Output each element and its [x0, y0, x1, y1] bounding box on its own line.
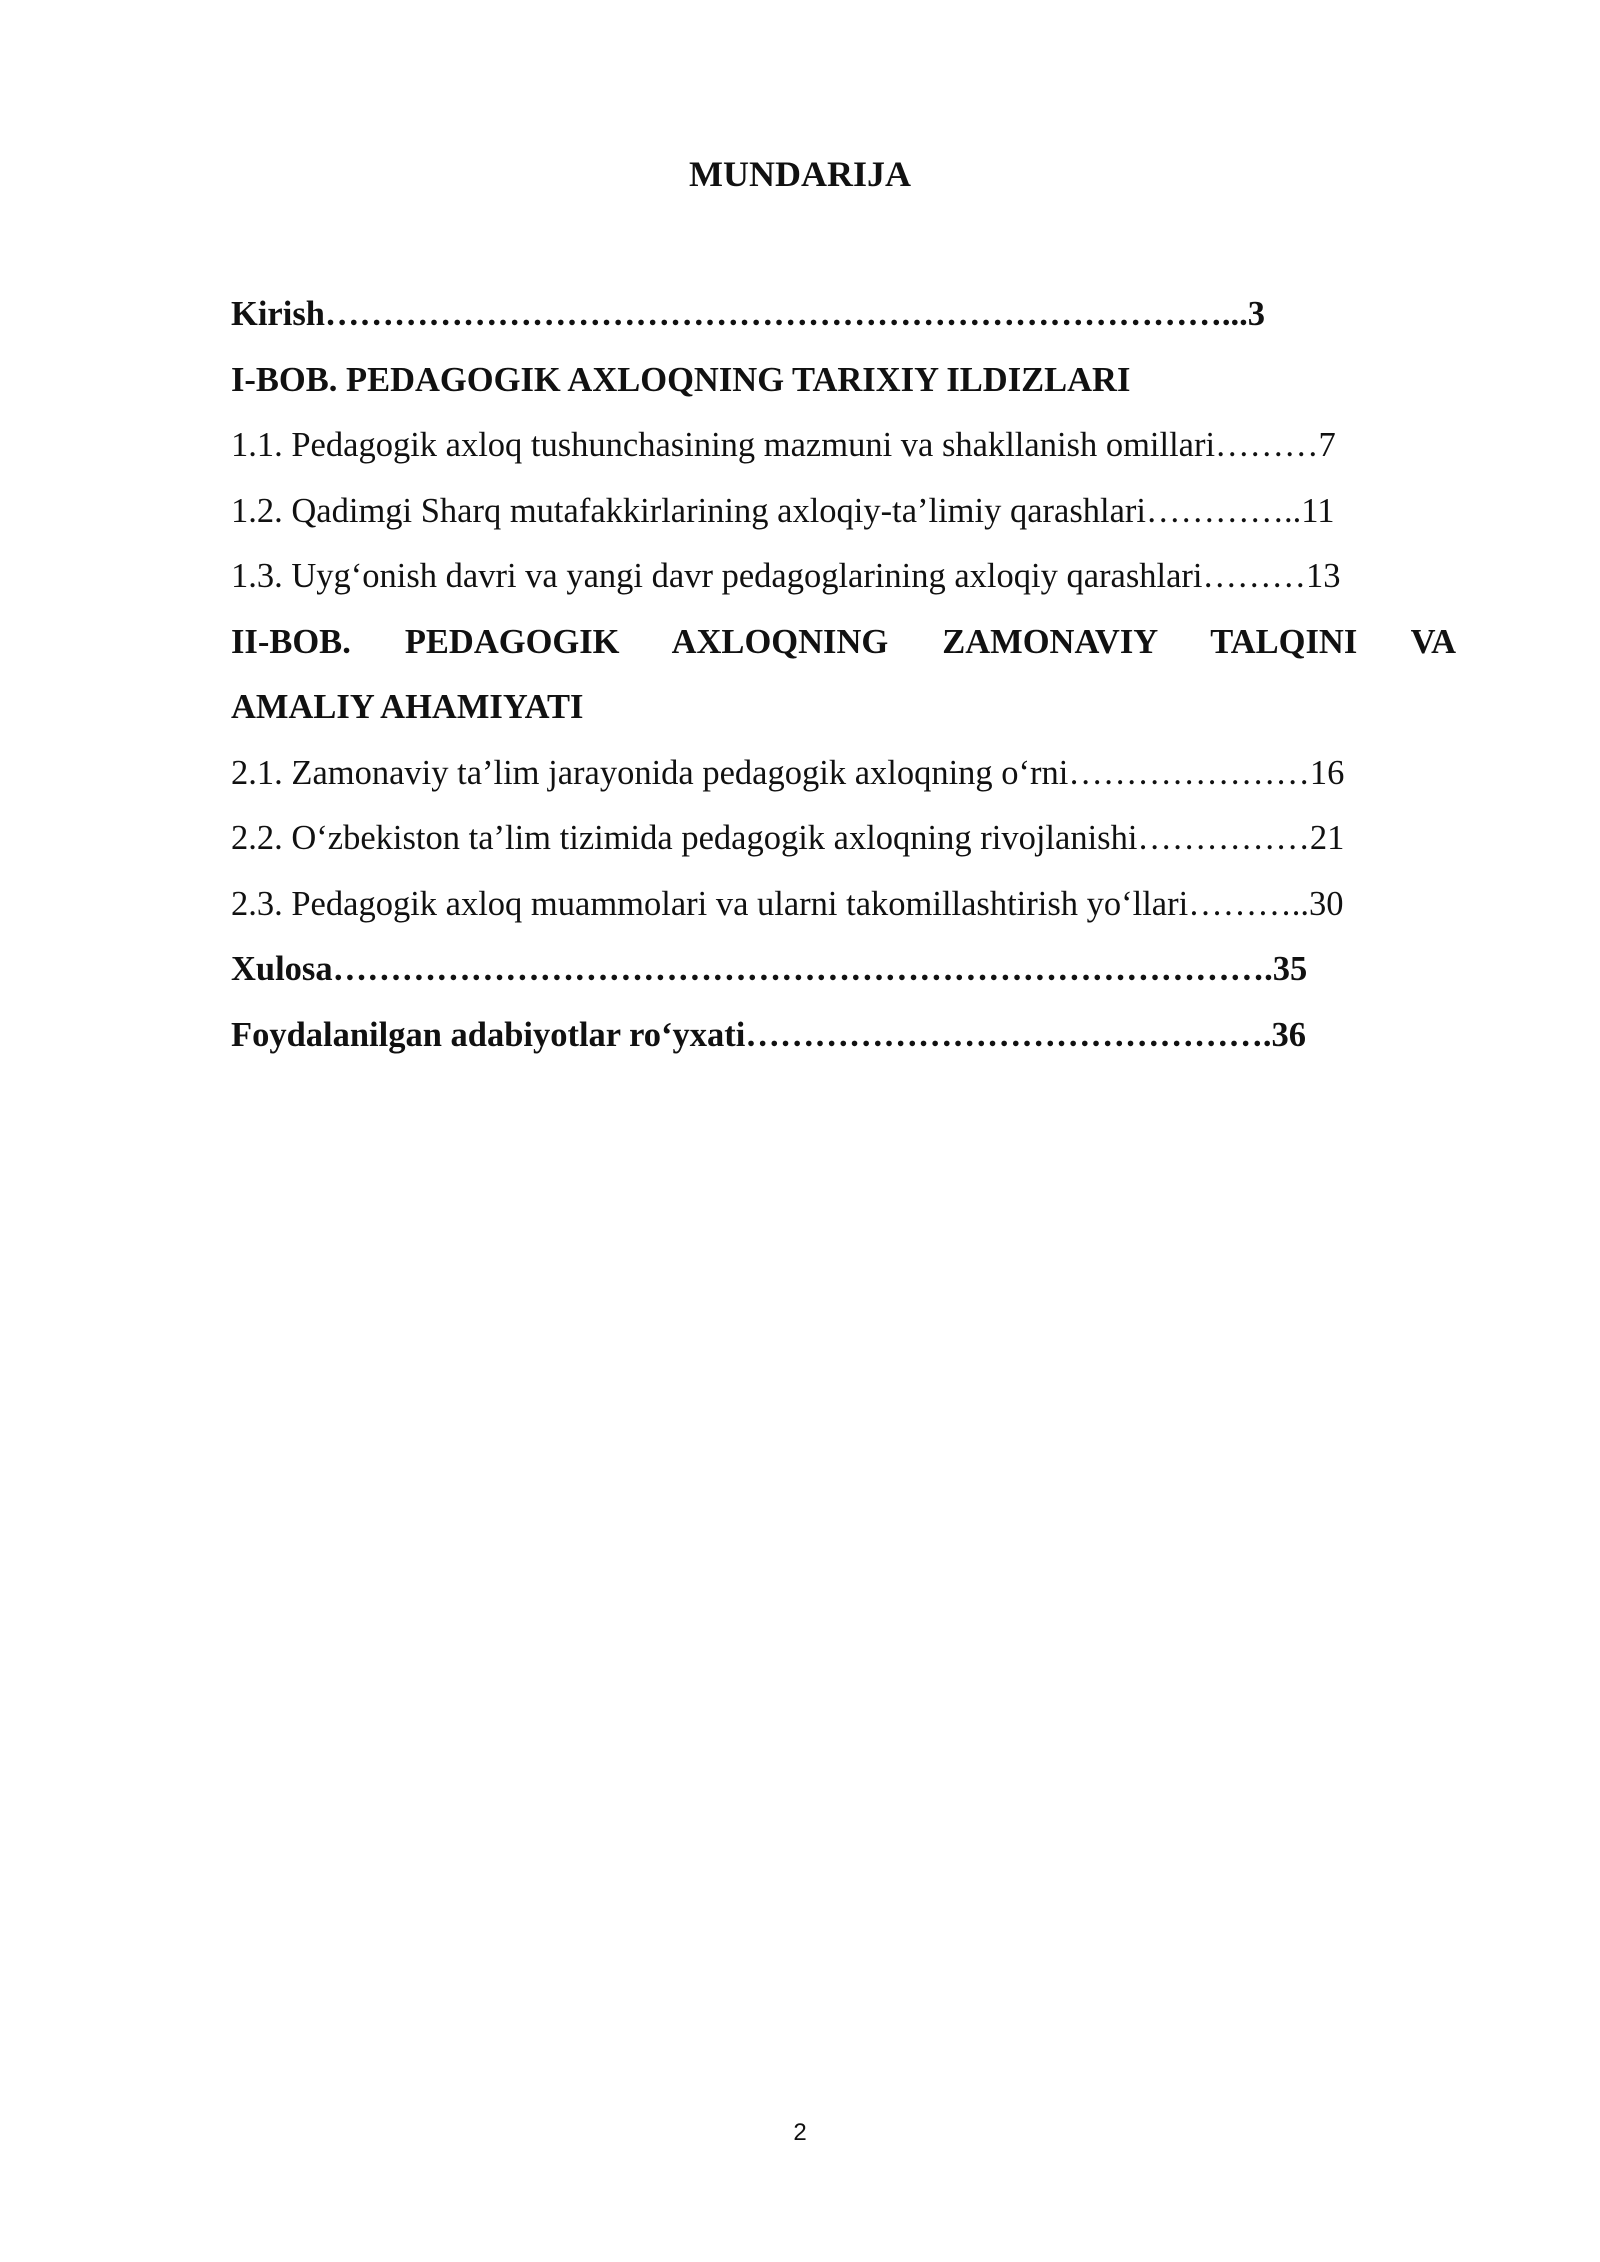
toc-entry-1-2[interactable]: 1.2. Qadimgi Sharq mutafakkirlarining axloqiy-ta’limiy qarashlari…………..11: [231, 491, 1335, 530]
toc-chapter-2-heading-line-1[interactable]: II-BOB. PEDAGOGIK AXLOQNING ZAMONAVIY TALQINI VA: [231, 622, 1456, 661]
page-title: MUNDARIJA: [689, 154, 911, 194]
toc-chapter-1-heading[interactable]: I-BOB. PEDAGOGIK AXLOQNING TARIXIY ILDIZLARI: [231, 360, 1131, 399]
page-number: 2: [793, 2119, 807, 2146]
toc-entry-1-3[interactable]: 1.3. Uyg‘onish davri va yangi davr pedagoglarining axloqiy qarashlari………13: [231, 557, 1341, 595]
toc-entry-2-2[interactable]: 2.2. O‘zbekiston ta’lim tizimida pedagogik axloqning rivojlanishi……………21: [231, 819, 1345, 857]
toc-entry-2-1[interactable]: 2.1. Zamonaviy ta’lim jarayonida pedagogik axloqning o‘rni…………………16: [231, 753, 1345, 792]
toc-entry-kirish[interactable]: Kirish……………………………………………………………………...3: [231, 295, 1266, 333]
toc-entry-2-3[interactable]: 2.3. Pedagogik axloq muammolari va ularni takomillashtirish yo‘llari………..30: [231, 884, 1344, 923]
toc-entry-references[interactable]: Foydalanilgan adabiyotlar ro‘yxati……………………………………….36: [231, 1015, 1306, 1054]
toc-chapter-2-heading-line-2[interactable]: AMALIY AHAMIYATI: [231, 688, 584, 726]
toc-entry-xulosa[interactable]: Xulosa……………………………………………………………………….35: [231, 950, 1308, 988]
toc-entry-1-1[interactable]: 1.1. Pedagogik axloq tushunchasining mazmuni va shakllanish omillari………7: [231, 426, 1336, 464]
table-of-contents: [231, 282, 1456, 1068]
